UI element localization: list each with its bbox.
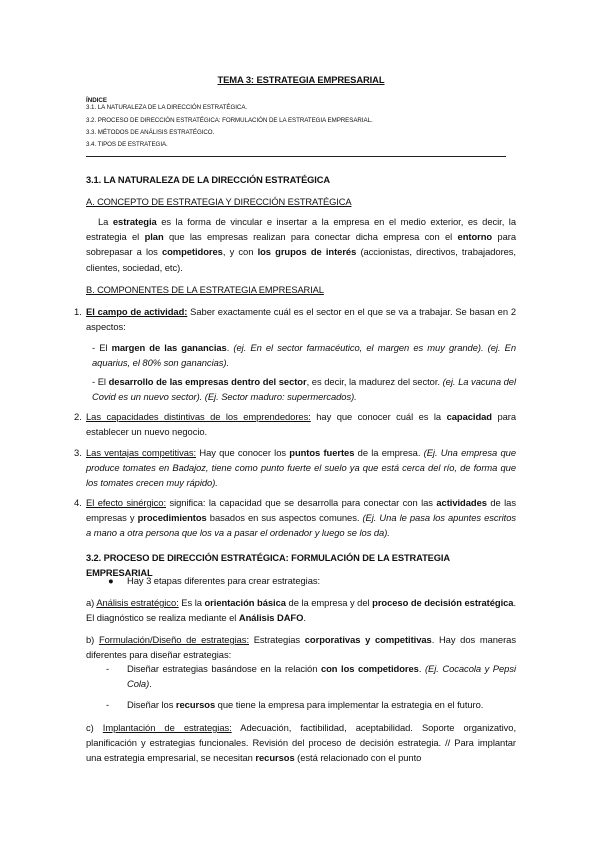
stage-c-implantacion: c) Implantación de estrategias: Adecuación, factibilidad, aceptabilidad. Soporte organizativo, planificación y estrategias funcionales. Revisión del proceso de decisión estrategia. // Para implantar una estrategia empresarial, se necesitan recursos (está relacionado con el punto xyxy=(86,722,517,764)
list-number: 4. xyxy=(74,497,82,508)
document-title: TEMA 3: ESTRATEGIA EMPRESARIAL xyxy=(217,74,385,85)
list-number: 3. xyxy=(74,447,82,458)
stage-b-option-competidores: Diseñar estrategias basándose en la relación con los competidores. (Ej. Cocacola y Pepsi Cola). xyxy=(127,663,516,690)
stage-a-analisis: a) Análisis estratégico: Es la orientación básica de la empresa y del proceso de decisión estratégica. El diagnóstico se realiza mediante el Análisis DAFO. xyxy=(86,597,517,624)
subsection-a-heading: A. CONCEPTO DE ESTRATEGIA Y DIRECCIÓN ESTRATÉGICA xyxy=(86,197,352,207)
list-number: 1. xyxy=(74,306,82,317)
subitem-margen-ganancias: - El margen de las ganancias. (ej. En el sector farmacéutico, el margen es muy grande). (ej. En aquarius, el 80% son ganancias). xyxy=(92,342,516,369)
section-3-2-heading: 3.2. PROCESO DE DIRECCIÓN ESTRATÉGICA: FORMULACIÓN DE LA ESTRATEGIA EMPRESARIAL xyxy=(86,553,450,579)
index-item: 3.4. TIPOS DE ESTRATEGIA. xyxy=(86,141,168,148)
index-item: 3.1. LA NATURALEZA DE LA DIRECCIÓN ESTRATÉGICA. xyxy=(86,104,248,111)
component-campo-actividad: El campo de actividad: Saber exactamente cuál es el sector en el que se va a trabajar. Se basan en 2 aspectos: xyxy=(86,306,516,333)
component-ventajas-competitivas: Las ventajas competitivas: Hay que conocer los puntos fuertes de la empresa. (Ej. Una empresa que produce tomates en Badajoz, tiene como punto fuerte el suelo ya que está cerca del río, de forma que los tomates crecen muy rápido). xyxy=(86,447,516,489)
stages-intro: Hay 3 etapas diferentes para crear estrategias: xyxy=(127,575,321,586)
bullet-icon: ● xyxy=(108,575,114,586)
strategy-definition-paragraph: La estrategia es la forma de vincular e insertar a la empresa en el medio exterior, es decir, la estrategia el plan que las empresas realizan para conectar dicha empresa con el entorno para sobrepasar a los competidores, y con los grupos de interés (accionistas, directivos, trabajadores, clientes, sociedad, etc). xyxy=(86,216,516,273)
list-number: 2. xyxy=(74,411,82,422)
stage-b-option-recursos: Diseñar los recursos que tiene la empresa para implementar la estrategia en el futuro. xyxy=(127,699,484,710)
index-item: 3.3. MÉTODOS DE ANÁLISIS ESTRATÉGICO. xyxy=(86,129,215,136)
index-item: 3.2. PROCESO DE DIRECCIÓN ESTRATÉGICA: FORMULACIÓN DE LA ESTRATEGIA EMPRESARIAL. xyxy=(86,117,373,124)
stage-b-formulacion: b) Formulación/Diseño de estrategias: Estrategias corporativas y competitivas. Hay dos maneras diferentes para diseñar estrategias: xyxy=(86,634,516,661)
dash-marker: - xyxy=(106,699,110,710)
separator-line xyxy=(86,156,506,157)
subsection-b-heading: B. COMPONENTES DE LA ESTRATEGIA EMPRESARIAL xyxy=(86,285,324,295)
dash-marker: - xyxy=(106,663,110,674)
index-heading: ÍNDICE xyxy=(86,97,107,104)
subitem-desarrollo-empresas: - El desarrollo de las empresas dentro del sector, es decir, la madurez del sector. (ej. La vacuna del Covid es un nuevo sector). (Ej. Sector maduro: supermercados). xyxy=(92,376,517,403)
section-3-1-heading: 3.1. LA NATURALEZA DE LA DIRECCIÓN ESTRATÉGICA xyxy=(86,175,331,185)
component-efecto-sinergico: El efecto sinérgico: significa: la capacidad que se desarrolla para conectar con las actividades de las empresas y procedimientos basados en sus aspectos comunes. (Ej. Una le pasa los apuntes escritos a mano a otra persona que los va a pasar el ordenador y luego se los da). xyxy=(86,497,517,539)
component-capacidades-distintivas: Las capacidades distintivas de los emprendedores: hay que conocer cuál es la capacidad para establecer un nuevo negocio. xyxy=(86,411,517,438)
